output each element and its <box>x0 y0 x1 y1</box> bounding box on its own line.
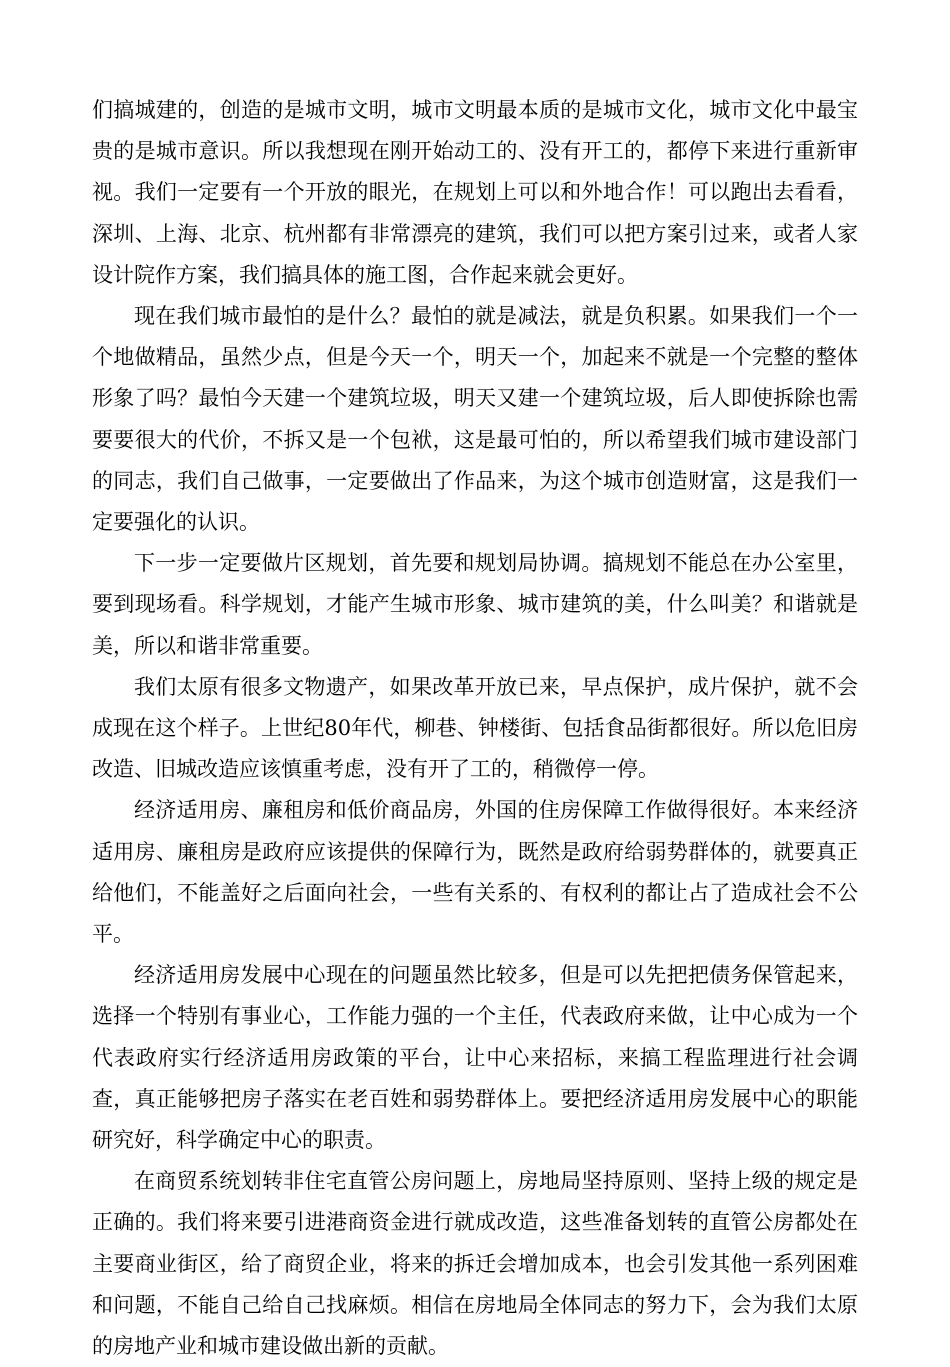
paragraph-urban-fear: 现在我们城市最怕的是什么？最怕的就是减法，就是负积累。如果我们一个一个地做精品，虽然少点，但是今天一个，明天一个，加起来不就是一个完整的整体形象了吗？最怕今天建一个建筑垃圾，明天又建一个建筑垃圾，后人即使拆除也需要要很大的代价，不拆又是一个包袱，这是最可怕的，所以希望我们城市建设部门的同志，我们自己做事，一定要做出了作品来，为这个城市创造财富，这是我们一定要强化的认识。 <box>92 304 858 535</box>
document-body <box>92 90 858 1367</box>
paragraph-public-housing-transfer: 在商贸系统划转非住宅直管公房问题上，房地局坚持原则、坚持上级的规定是正确的。我们将来要引进港商资金进行就成改造，这些准备划转的直管公房都处在主要商业街区，给了商贸企业，将来的拆迁会增加成本，也会引发其他一系列困难和问题，不能自己给自己找麻烦。相信在房地局全体同志的努力下，会为我们太原的房地产业和城市建设做出新的贡献。 <box>92 1169 858 1359</box>
paragraph-development-center: 经济适用房发展中心现在的问题虽然比较多，但是可以先把把债务保管起来，选择一个特别有事业心，工作能力强的一个主任，代表政府来做，让中心成为一个代表政府实行经济适用房政策的平台，让中心来招标，来搞工程监理进行社会调查，真正能够把房子落实在老百姓和弱势群体上。要把经济适用房发展中心的职能研究好，科学确定中心的职责。 <box>92 963 858 1153</box>
paragraph-heritage: 我们太原有很多文物遗产，如果改革开放已来，早点保护，成片保护，就不会成现在这个样子。上世纪80年代，柳巷、钟楼街、包括食品街都很好。所以危旧房改造、旧城改造应该慎重考虑，没有开了工的，稍微停一停。 <box>92 674 858 782</box>
paragraph-continuation: 们搞城建的，创造的是城市文明，城市文明最本质的是城市文化，城市文化中最宝贵的是城市意识。所以我想现在刚开始动工的、没有开工的，都停下来进行重新审视。我们一定要有一个开放的眼光，在规划上可以和外地合作！可以跑出去看看，深圳、上海、北京、杭州都有非常漂亮的建筑，我们可以把方案引过来，或者人家设计院作方案，我们搞具体的施工图，合作起来就会更好。 <box>92 98 858 287</box>
paragraph-district-planning: 下一步一定要做片区规划，首先要和规划局协调。搞规划不能总在办公室里，要到现场看。科学规划，才能产生城市形象、城市建筑的美，什么叫美？和谐就是美，所以和谐非常重要。 <box>92 551 858 658</box>
paragraph-affordable-housing: 经济适用房、廉租房和低价商品房，外国的住房保障工作做得很好。本来经济适用房、廉租房是政府应该提供的保障行为，既然是政府给弱势群体的，就要真正给他们，不能盖好之后面向社会，一些有关系的、有权利的都让占了造成社会不公平。 <box>92 798 858 947</box>
